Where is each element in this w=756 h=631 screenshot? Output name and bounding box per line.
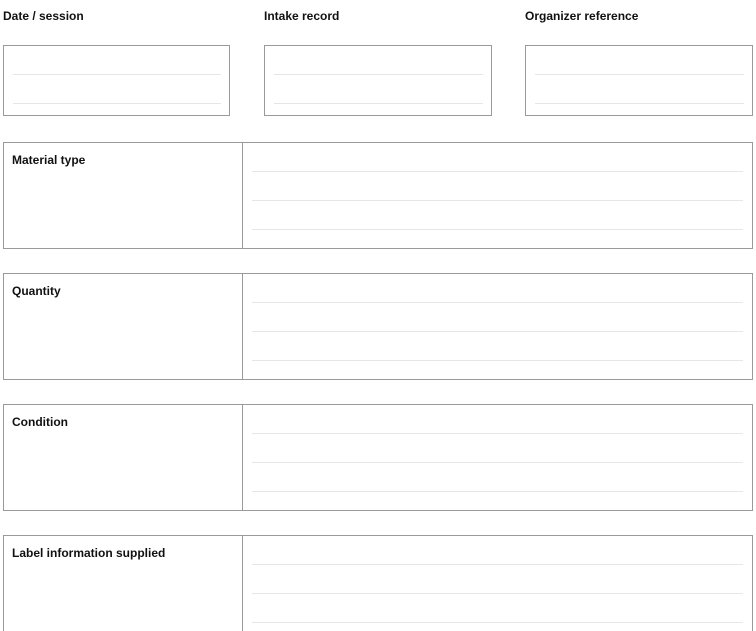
writing-line xyxy=(252,302,743,303)
material-type-row xyxy=(3,142,753,249)
material-type-label-cell xyxy=(4,143,243,248)
material-type-field[interactable] xyxy=(243,143,752,248)
writing-line xyxy=(252,622,743,623)
writing-line xyxy=(252,171,743,172)
writing-line xyxy=(252,462,743,463)
writing-line xyxy=(535,103,744,104)
organizer-reference-label: Organizer reference xyxy=(525,9,639,23)
writing-line xyxy=(274,74,483,75)
writing-line xyxy=(274,103,483,104)
condition-field[interactable] xyxy=(243,405,752,510)
label-information-field[interactable] xyxy=(243,536,752,631)
quantity-field[interactable] xyxy=(243,274,752,379)
writing-line xyxy=(252,491,743,492)
label-information-label: Label information supplied xyxy=(12,546,166,560)
writing-line xyxy=(13,103,221,104)
condition-label: Condition xyxy=(12,415,68,429)
writing-line xyxy=(252,229,743,230)
writing-line xyxy=(13,74,221,75)
label-information-row xyxy=(3,535,753,631)
material-type-label: Material type xyxy=(12,153,86,167)
intake-record-label: Intake record xyxy=(264,9,340,23)
quantity-row xyxy=(3,273,753,380)
intake-record-field[interactable] xyxy=(264,45,492,116)
quantity-label: Quantity xyxy=(12,284,61,298)
condition-label-cell xyxy=(4,405,243,510)
date-session-label: Date / session xyxy=(3,9,84,23)
writing-line xyxy=(252,433,743,434)
writing-line xyxy=(252,200,743,201)
writing-line xyxy=(252,331,743,332)
label-information-label-cell xyxy=(4,536,243,631)
writing-line xyxy=(252,564,743,565)
organizer-reference-field[interactable] xyxy=(525,45,753,116)
quantity-label-cell xyxy=(4,274,243,379)
writing-line xyxy=(252,360,743,361)
date-session-field[interactable] xyxy=(3,45,230,116)
writing-line xyxy=(252,593,743,594)
writing-line xyxy=(535,74,744,75)
condition-row xyxy=(3,404,753,511)
